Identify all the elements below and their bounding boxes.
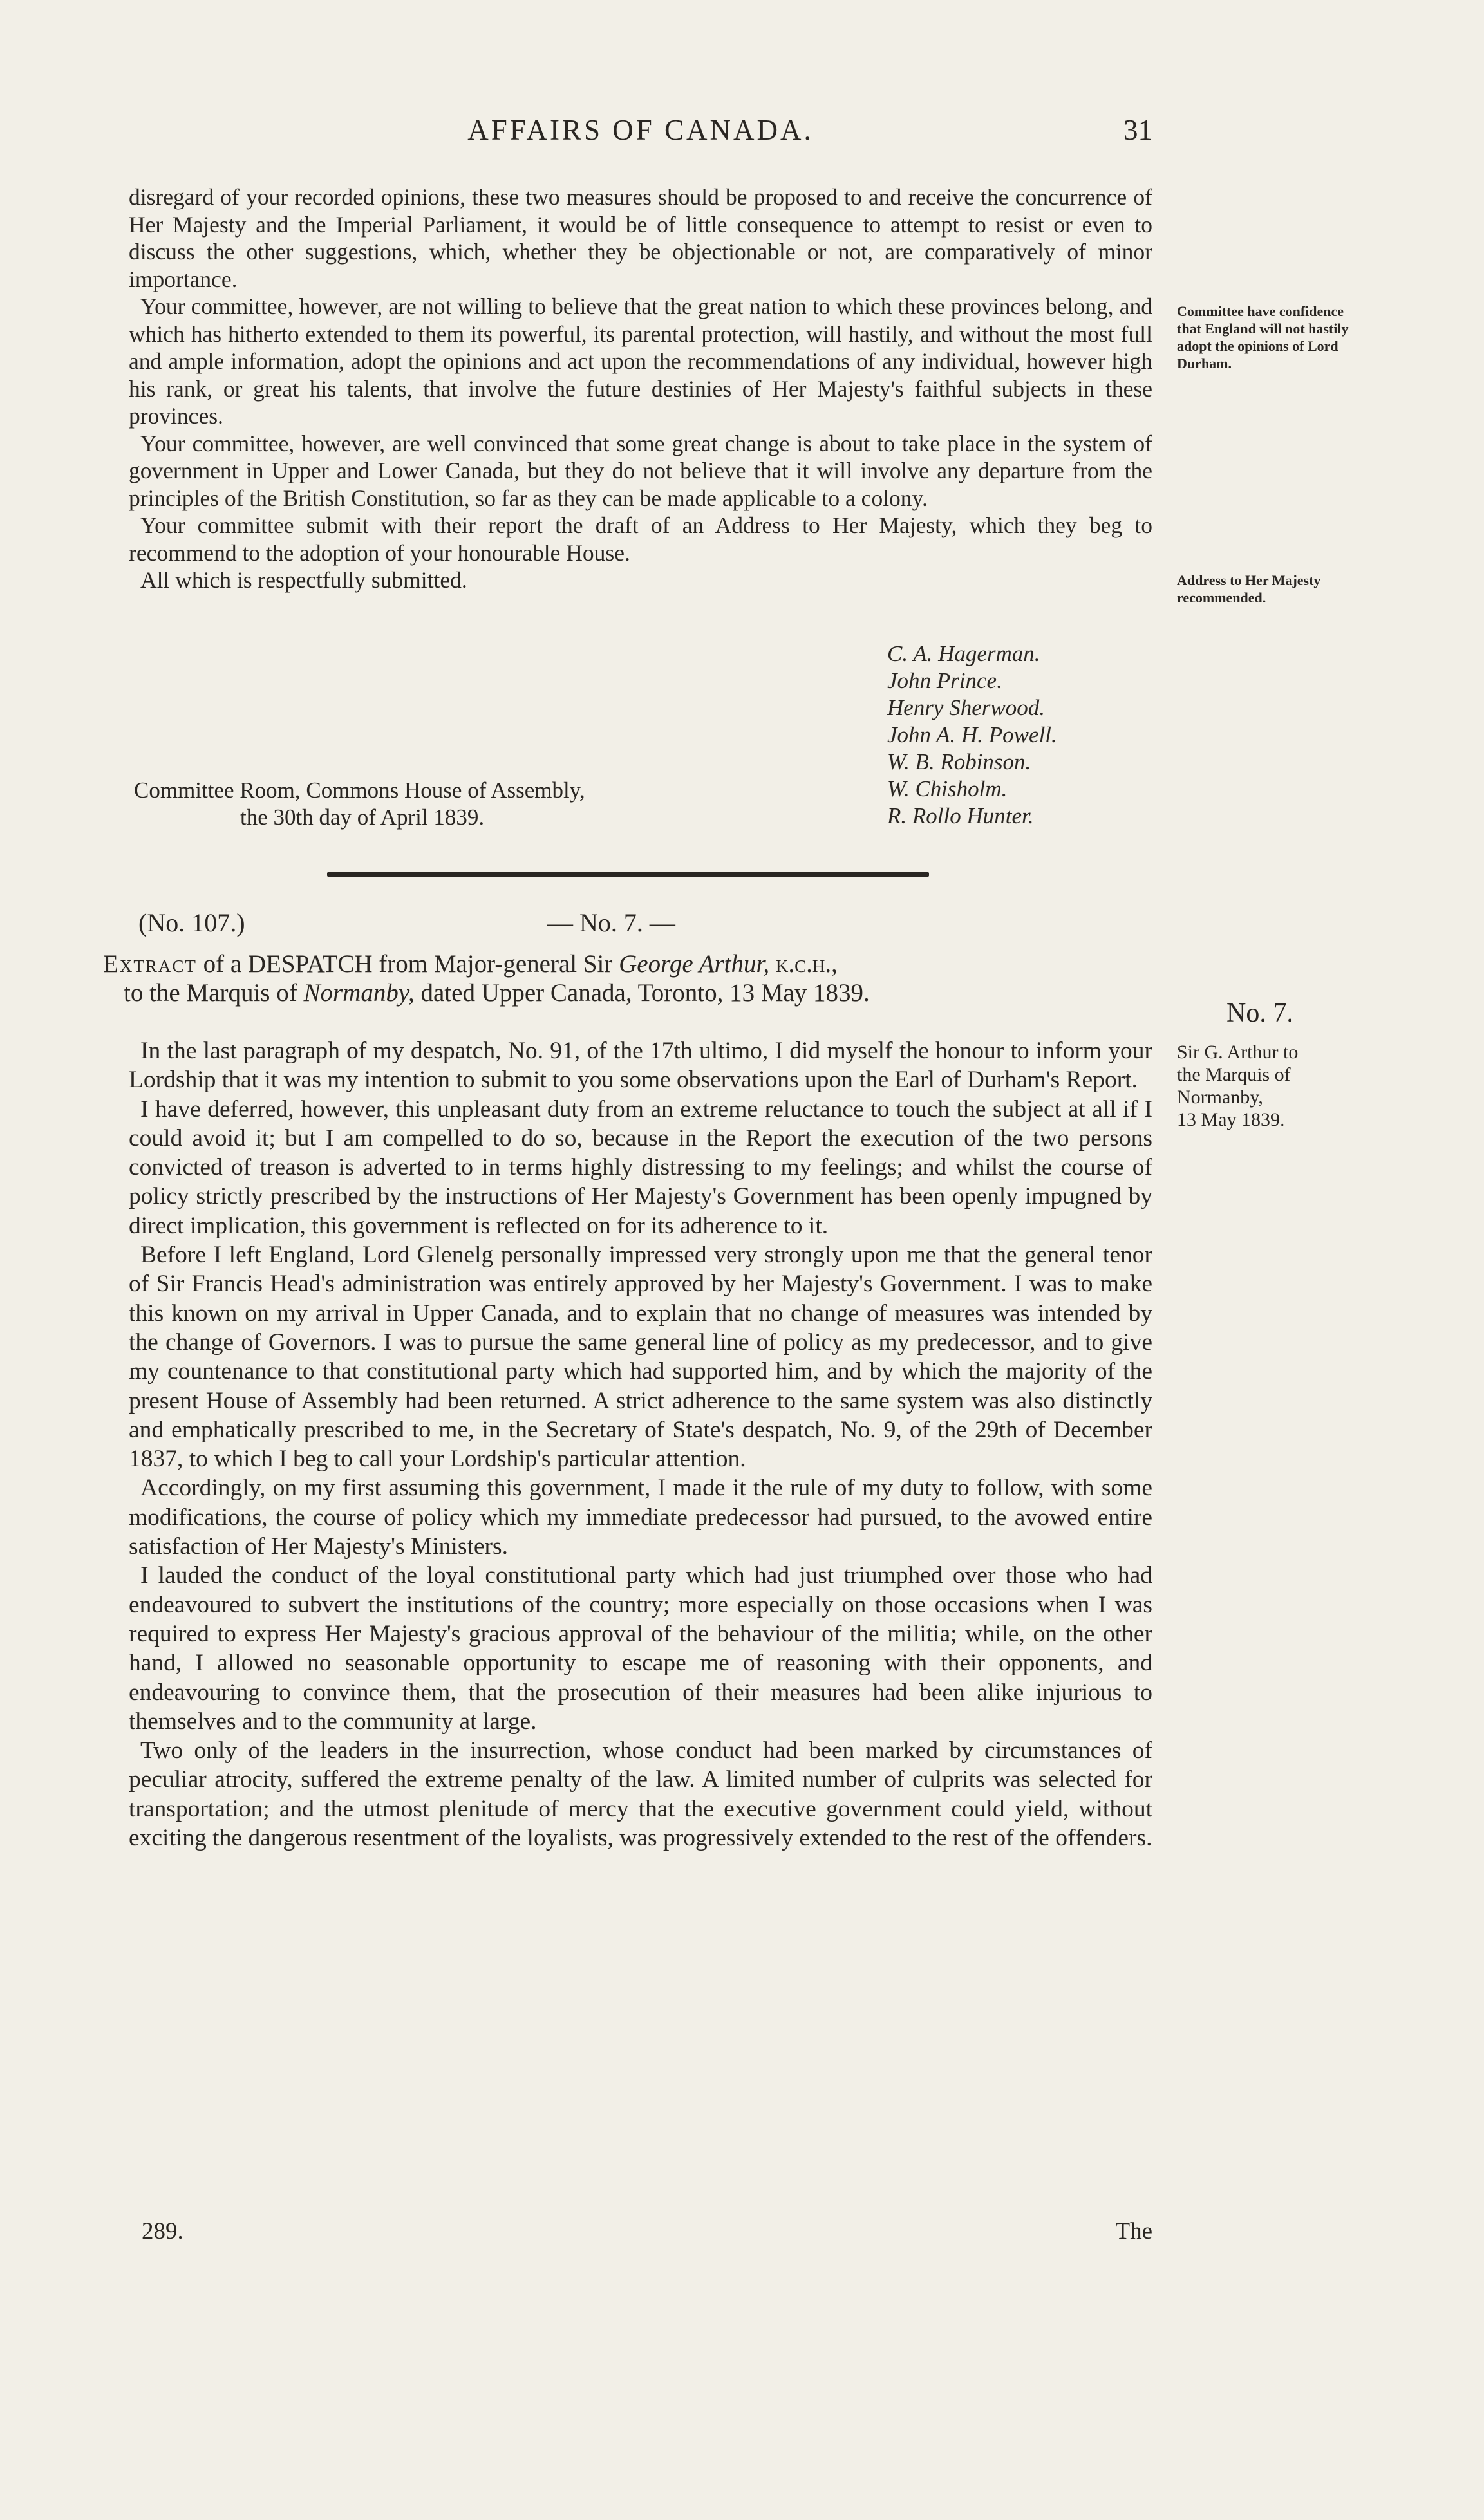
- recipient-name: Normanby,: [303, 979, 415, 1007]
- margin-note-line: 13 May 1839.: [1177, 1109, 1285, 1130]
- committee-room-dateline: [134, 777, 585, 831]
- despatch-paragraph: I lauded the conduct of the loyal constitutional party which had just triumphed over those who had endeavoured to subvert the institutions of the country; more especially on those occasions when I was required to express Her Majesty's gracious approval of the behaviour of the militia; while, on the other hand, I allowed no seasonable opportunity to escape me of reasoning with their opponents, and endeavouring to convince them, that the prosecution of their measures had been alike injurious to themselves and to the community at large.: [129, 1562, 1152, 1735]
- margin-note-line: Normanby,: [1177, 1087, 1263, 1108]
- despatch-paragraph: Before I left England, Lord Glenelg personally impressed very strongly upon me that the general tenor of Sir Francis Head's administration was entirely approved by her Majesty's Government. I was to make this known on my arrival in Upper Canada, and to explain that no change of measures was intended by the change of Governors. I was to pursue the same general line of policy as my predecessor, and to give my countenance to that constitutional party which had supported him, and by which the majority of the present House of Assembly had been returned. A strict adherence to the same system was also distinctly and emphatically prescribed to me, in the Secretary of State's despatch, No. 9, of the 29th of December 1837, to which I beg to call your Lordship's particular attention.: [129, 1242, 1152, 1473]
- report-paragraph: Your committee submit with their report the draft of an Address to Her Majesty, which they beg to recommend to the adoption of your honourable House.: [129, 512, 1152, 566]
- sender-name: George Arthur,: [619, 950, 770, 978]
- despatch-title: [103, 949, 1165, 1007]
- report-paragraph: Your committee, however, are not willing to believe that the great nation to which these provinces belong, and which has hitherto extended to them its powerful, its parental protection, will hastily, and without the most full and ample information, adopt the opinions and act upon the recommendations of any individual, however high his rank, or great his talents, that involve the future destinies of Her Majesty's faithful subjects in these provinces.: [129, 294, 1152, 429]
- despatch-text: [129, 1036, 1152, 1853]
- page-number: 31: [1123, 114, 1152, 146]
- title-text: to the Marquis of: [124, 979, 304, 1007]
- despatch-reference: (No. 107.): [138, 908, 245, 937]
- signatory: Henry Sherwood.: [887, 695, 1045, 720]
- catchword: The: [1115, 2218, 1152, 2245]
- signatories: [887, 640, 1057, 830]
- despatch-paragraph: I have deferred, however, this unpleasant duty from an extreme reluctance to touch the subject at all if I could avoid it; but I am compelled to do so, because in the Report the execution of the two persons convicted of treason is adverted to in terms highly distressing to my feelings; and whilst the course of policy strictly prescribed by the instructions of Her Majesty's Government has been openly impugned by direct implication, this government is reflected on for its adherence to it.: [129, 1096, 1152, 1239]
- despatch-paragraph: Two only of the leaders in the insurrection, whose conduct had been marked by circumstances of peculiar atrocity, suffered the extreme penalty of the law. A limited number of culprits was selected for transportation; and the utmost plenitude of mercy that the executive government could yield, without exciting the dangerous resentment of the loyalists, was progressively extended to the rest of the offenders.: [129, 1737, 1152, 1852]
- extract-label: Extract: [103, 950, 197, 978]
- signatory: R. Rollo Hunter.: [887, 803, 1034, 828]
- signatory: C. A. Hagerman.: [887, 641, 1040, 666]
- dateline-place: Committee Room, Commons House of Assembly,: [134, 778, 585, 803]
- despatch-paragraph: In the last paragraph of my despatch, No. 91, of the 17th ultimo, I did myself the honour to inform your Lordship that it was my intention to submit to you some observations upon the Earl of Durham's Report.: [129, 1038, 1152, 1094]
- section-divider: [327, 872, 929, 877]
- page-header: [129, 108, 1152, 153]
- sheet-number: 289.: [142, 2218, 183, 2245]
- margin-note-confidence: Committee have confidence that England will not hastily adopt the opinions of Lord Durham.: [1177, 303, 1349, 371]
- margin-document-number: No. 7.: [1226, 998, 1293, 1028]
- signatory: John Prince.: [887, 668, 1002, 693]
- sender-honour: k.c.h.,: [769, 950, 838, 978]
- signatory: W. Chisholm.: [887, 776, 1008, 801]
- title-text: dated Upper Canada, Toronto, 13 May 1839.: [414, 979, 870, 1007]
- dateline-date: the 30th day of April 1839.: [240, 805, 485, 830]
- report-paragraph: Your committee, however, are well convinced that some great change is about to take place in the system of government in Upper and Lower Canada, but they do not believe that it will involve any departure from the principles of the British Constitution, so far as they can be made applicable to a colony.: [129, 430, 1152, 511]
- despatch-paragraph: Accordingly, on my first assuming this government, I made it the rule of my duty to follow, with some modifications, the course of policy which my immediate predecessor had pursued, to the avowed entire satisfaction of Her Majesty's Ministers.: [129, 1475, 1152, 1560]
- despatch-number: — No. 7. —: [547, 908, 675, 937]
- margin-note-address: Address to Her Majesty recommended.: [1177, 572, 1321, 606]
- report-text: [129, 183, 1152, 594]
- margin-note-line: the Marquis of: [1177, 1064, 1291, 1085]
- signatory: W. B. Robinson.: [887, 749, 1031, 774]
- running-title: AFFAIRS OF CANADA.: [467, 114, 814, 146]
- report-paragraph: All which is respectfully submitted.: [140, 567, 467, 593]
- margin-note-line: Sir G. Arthur to: [1177, 1041, 1299, 1063]
- report-paragraph: disregard of your recorded opinions, these two measures should be proposed to and receive the concurrence of Her Majesty and the Imperial Parliament, it would be of little consequence to attempt to resist or even to discuss the other suggestions, which, whether they be objectionable or not, are comparatively of minor importance.: [129, 184, 1152, 292]
- title-text: of a DESPATCH from Major-general Sir: [196, 950, 619, 978]
- margin-note-despatch: [1177, 1041, 1370, 1131]
- signatory: John A. H. Powell.: [887, 722, 1057, 747]
